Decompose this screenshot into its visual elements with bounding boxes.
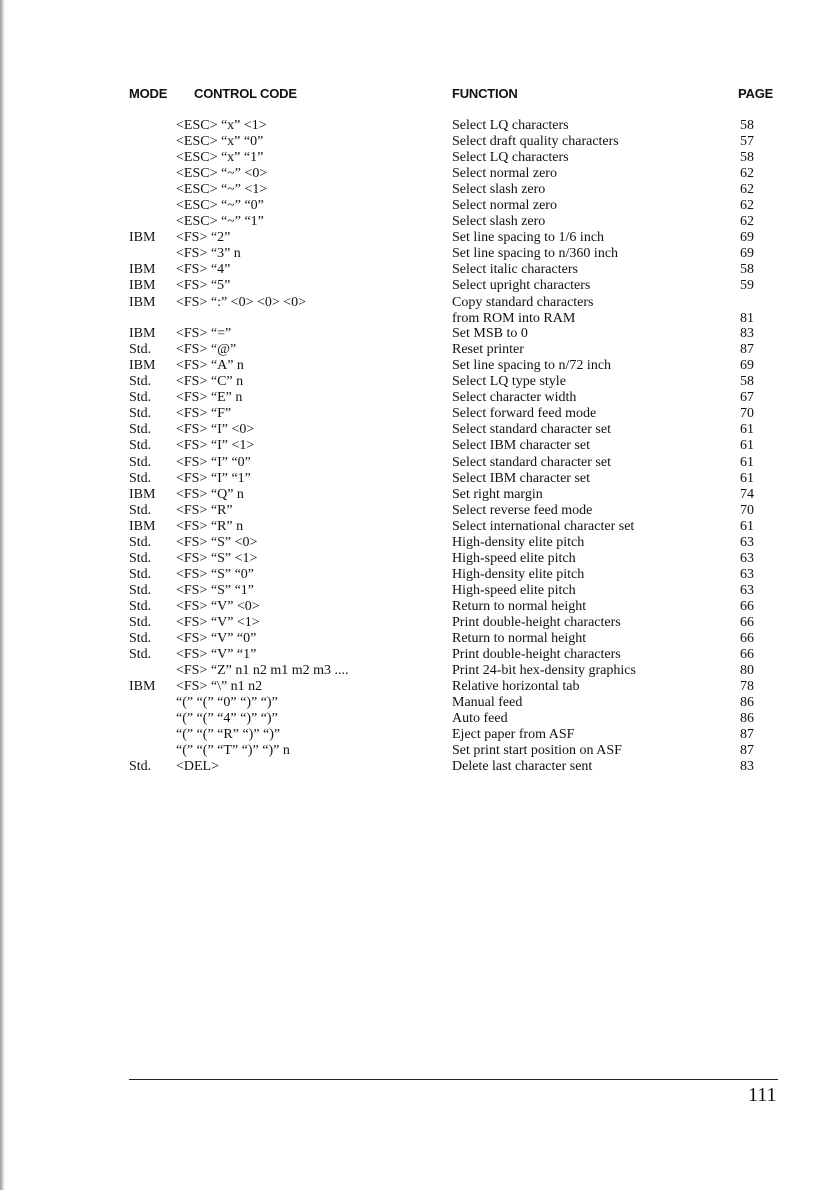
table-row: [0, 214, 838, 230]
table-row: [0, 647, 838, 663]
control-code-cell: <ESC> “x” “0”: [176, 134, 264, 150]
function-cell: Select italic characters: [452, 262, 578, 278]
function-cell: Return to normal height: [452, 631, 587, 647]
page-cell: 80: [740, 663, 754, 679]
table-row: [0, 631, 838, 647]
header-control-code: CONTROL CODE: [194, 86, 297, 101]
control-code-cell: “(” “(” “4” “)” “)”: [176, 711, 278, 727]
control-code-cell: <FS> “Q” n: [176, 486, 244, 502]
page-cell: 83: [740, 326, 754, 342]
control-code-cell: <FS> “\” n1 n2: [176, 679, 263, 695]
function-cell: Select normal zero: [452, 166, 557, 182]
function-cell: Set line spacing to n/72 inch: [452, 358, 612, 374]
control-code-cell: “(” “(” “T” “)” “)” n: [176, 743, 290, 759]
function-cell: Select draft quality characters: [452, 134, 619, 150]
control-code-cell: <FS> “Z” n1 n2 m1 m2 m3 ....: [176, 663, 349, 679]
function-cell: Select forward feed mode: [452, 406, 597, 422]
page-cell: 67: [740, 390, 754, 406]
mode-cell: Std.: [129, 342, 152, 358]
function-cell: Copy standard characters: [452, 294, 594, 310]
page-cell: 58: [740, 374, 754, 390]
table-row: [0, 230, 838, 246]
page-cell: 58: [740, 118, 754, 133]
control-code-cell: <ESC> “~” <0>: [176, 166, 268, 182]
table-row: [0, 599, 838, 615]
page-cell: 63: [740, 566, 754, 582]
function-cell: Select character width: [452, 390, 577, 406]
control-code-cell: <FS> “I” <1>: [176, 438, 255, 454]
function-cell: High-speed elite pitch: [452, 582, 576, 598]
page-cell: 62: [740, 214, 754, 230]
mode-cell: Std.: [129, 550, 152, 566]
function-cell: Auto feed: [452, 711, 508, 727]
control-code-cell: <FS> “@”: [176, 342, 237, 358]
page-cell: 61: [740, 518, 754, 534]
table-row: [0, 278, 838, 294]
page-cell: 69: [740, 230, 754, 246]
page-cell: 69: [740, 246, 754, 262]
page-cell: 69: [740, 358, 754, 374]
page-cell: 87: [740, 727, 754, 743]
function-cell: Relative horizontal tab: [452, 679, 580, 695]
control-code-cell: <FS> “5”: [176, 278, 231, 294]
function-cell: Manual feed: [452, 695, 523, 711]
control-code-cell: <DEL>: [176, 759, 220, 775]
control-code-cell: <FS> “V” <0>: [176, 598, 260, 614]
page-cell: 74: [740, 486, 754, 502]
control-code-cell: <FS> “R” n: [176, 518, 244, 534]
mode-cell: Std.: [129, 615, 152, 630]
table-row: [0, 390, 838, 406]
table-row: [0, 166, 838, 182]
table-row: [0, 182, 838, 198]
mode-cell: Std.: [129, 390, 152, 406]
table-row: [0, 262, 838, 278]
control-code-cell: <FS> “=”: [176, 326, 232, 342]
table-row: [0, 342, 838, 358]
function-cell: Select reverse feed mode: [452, 502, 593, 518]
function-cell: Set print start position on ASF: [452, 743, 622, 759]
table-row: [0, 695, 838, 711]
mode-cell: IBM: [129, 518, 156, 534]
mode-cell: Std.: [129, 454, 152, 470]
page-cell: 86: [740, 711, 754, 727]
control-code-cell: <FS> “S” “0”: [176, 566, 255, 582]
function-cell: Print double-height characters: [452, 647, 621, 663]
table-row: [0, 326, 838, 342]
mode-cell: IBM: [129, 358, 156, 374]
page-cell: 58: [740, 150, 754, 166]
function-cell: Select standard character set: [452, 454, 611, 470]
function-cell: Select slash zero: [452, 182, 546, 198]
function-cell: Select IBM character set: [452, 438, 590, 454]
mode-cell: Std.: [129, 759, 152, 775]
function-cell: Select LQ characters: [452, 150, 569, 166]
mode-cell: IBM: [129, 230, 156, 246]
table-row: [0, 727, 838, 743]
page-cell: 62: [740, 166, 754, 182]
table-row: [0, 198, 838, 214]
table-row: [0, 471, 838, 487]
function-cell: Select standard character set: [452, 422, 611, 438]
table-row: [0, 743, 838, 759]
control-code-cell: <ESC> “x” <1>: [176, 118, 267, 133]
mode-cell: IBM: [129, 486, 156, 502]
control-code-cell: <FS> “I” “1”: [176, 470, 251, 486]
page-cell: 58: [740, 262, 754, 278]
table-row: [0, 358, 838, 374]
mode-cell: Std.: [129, 374, 152, 390]
mode-cell: IBM: [129, 294, 156, 310]
page-number: 111: [748, 1084, 777, 1106]
control-code-table: [0, 118, 838, 775]
control-code-cell: <FS> “I” <0>: [176, 422, 255, 438]
function-cell: Select IBM character set: [452, 470, 590, 486]
mode-cell: Std.: [129, 566, 152, 582]
control-code-cell: <FS> “2”: [176, 230, 231, 246]
page-cell: 70: [740, 502, 754, 518]
page-cell: 83: [740, 759, 754, 775]
function-cell: High-speed elite pitch: [452, 550, 576, 566]
table-row: [0, 759, 838, 775]
mode-cell: IBM: [129, 326, 156, 342]
table-row: [0, 406, 838, 422]
control-code-cell: <FS> “E” n: [176, 390, 243, 406]
table-row: [0, 311, 838, 327]
page-cell: 63: [740, 582, 754, 598]
function-cell: Select normal zero: [452, 198, 557, 214]
table-row: [0, 551, 838, 567]
mode-cell: Std.: [129, 647, 152, 663]
control-code-cell: <FS> “R”: [176, 502, 233, 518]
mode-cell: Std.: [129, 470, 152, 486]
page-cell: 62: [740, 182, 754, 198]
page-cell: 57: [740, 134, 754, 150]
control-code-cell: “(” “(” “0” “)” “)”: [176, 695, 278, 711]
mode-cell: Std.: [129, 598, 152, 614]
header-page: PAGE: [738, 86, 774, 101]
function-cell: Set MSB to 0: [452, 326, 528, 342]
mode-cell: Std.: [129, 582, 152, 598]
page-cell: 66: [740, 615, 754, 630]
control-code-cell: <FS> “S” <0>: [176, 534, 258, 550]
mode-cell: Std.: [129, 438, 152, 454]
control-code-cell: <FS> “V” “0”: [176, 631, 257, 647]
control-code-cell: <FS> “3” n: [176, 246, 241, 262]
mode-cell: Std.: [129, 502, 152, 518]
function-cell: Set line spacing to n/360 inch: [452, 246, 619, 262]
function-cell: Set line spacing to 1/6 inch: [452, 230, 605, 246]
function-cell: High-density elite pitch: [452, 534, 585, 550]
page-cell: 62: [740, 198, 754, 214]
control-code-cell: <FS> “:” <0> <0> <0>: [176, 294, 307, 310]
page-cell: 61: [740, 438, 754, 454]
table-row: [0, 422, 838, 438]
table-row: [0, 374, 838, 390]
table-row: [0, 519, 838, 535]
function-cell: High-density elite pitch: [452, 566, 585, 582]
function-cell: Return to normal height: [452, 598, 587, 614]
table-row: [0, 438, 838, 454]
control-code-cell: “(” “(” “R” “)” “)”: [176, 727, 281, 743]
table-row: [0, 615, 838, 631]
page-cell: 61: [740, 470, 754, 486]
control-code-cell: <ESC> “x” “1”: [176, 150, 264, 166]
control-code-cell: <FS> “4”: [176, 262, 231, 278]
table-row: [0, 455, 838, 471]
function-cell: Select international character set: [452, 518, 635, 534]
function-cell: Eject paper from ASF: [452, 727, 575, 743]
function-cell: Set right margin: [452, 486, 543, 502]
page-cell: 70: [740, 406, 754, 422]
control-code-cell: <FS> “A” n: [176, 358, 244, 374]
function-cell: Select LQ type style: [452, 374, 566, 390]
table-row: [0, 118, 838, 134]
control-code-cell: <FS> “V” <1>: [176, 615, 260, 630]
footer-rule: [129, 1079, 778, 1080]
control-code-cell: <FS> “C” n: [176, 374, 244, 390]
table-row: [0, 663, 838, 679]
table-row: [0, 134, 838, 150]
function-cell: Select slash zero: [452, 214, 546, 230]
mode-cell: Std.: [129, 406, 152, 422]
control-code-cell: <ESC> “~” <1>: [176, 182, 268, 198]
control-code-cell: <FS> “I” “0”: [176, 454, 251, 470]
function-cell: Select upright characters: [452, 278, 591, 294]
page-cell: 87: [740, 342, 754, 358]
page-cell: 87: [740, 743, 754, 759]
table-row: [0, 295, 838, 311]
control-code-cell: <ESC> “~” “0”: [176, 198, 264, 214]
header-mode: MODE: [129, 86, 168, 101]
page-cell: 66: [740, 631, 754, 647]
mode-cell: IBM: [129, 278, 156, 294]
page-cell: 63: [740, 534, 754, 550]
table-row: [0, 150, 838, 166]
function-cell: Print 24-bit hex-density graphics: [452, 663, 636, 679]
table-row: [0, 535, 838, 551]
control-code-cell: <FS> “F”: [176, 406, 232, 422]
control-code-cell: <FS> “V” “1”: [176, 647, 257, 663]
table-row: [0, 711, 838, 727]
page-cell: 86: [740, 695, 754, 711]
control-code-cell: <FS> “S” “1”: [176, 582, 255, 598]
control-code-cell: <ESC> “~” “1”: [176, 214, 264, 230]
function-cell: Print double-height characters: [452, 615, 621, 630]
mode-cell: IBM: [129, 262, 156, 278]
header-function: FUNCTION: [452, 86, 518, 101]
table-row: [0, 679, 838, 695]
function-cell: Delete last character sent: [452, 759, 593, 775]
table-row: [0, 503, 838, 519]
mode-cell: Std.: [129, 534, 152, 550]
table-row: [0, 487, 838, 503]
page-cell: 59: [740, 278, 754, 294]
table-row: [0, 583, 838, 599]
mode-cell: Std.: [129, 631, 152, 647]
control-code-cell: <FS> “S” <1>: [176, 550, 258, 566]
page-cell: 78: [740, 679, 754, 695]
mode-cell: Std.: [129, 422, 152, 438]
page-cell: 61: [740, 422, 754, 438]
table-row: [0, 246, 838, 262]
function-cell: Select LQ characters: [452, 118, 569, 133]
function-cell: Reset printer: [452, 342, 524, 358]
page-cell: 66: [740, 598, 754, 614]
table-row: [0, 567, 838, 583]
page-cell: 63: [740, 550, 754, 566]
page-cell: 81: [740, 310, 754, 326]
function-cell: from ROM into RAM: [452, 310, 576, 326]
page-cell: 66: [740, 647, 754, 663]
mode-cell: IBM: [129, 679, 156, 695]
page-cell: 61: [740, 454, 754, 470]
